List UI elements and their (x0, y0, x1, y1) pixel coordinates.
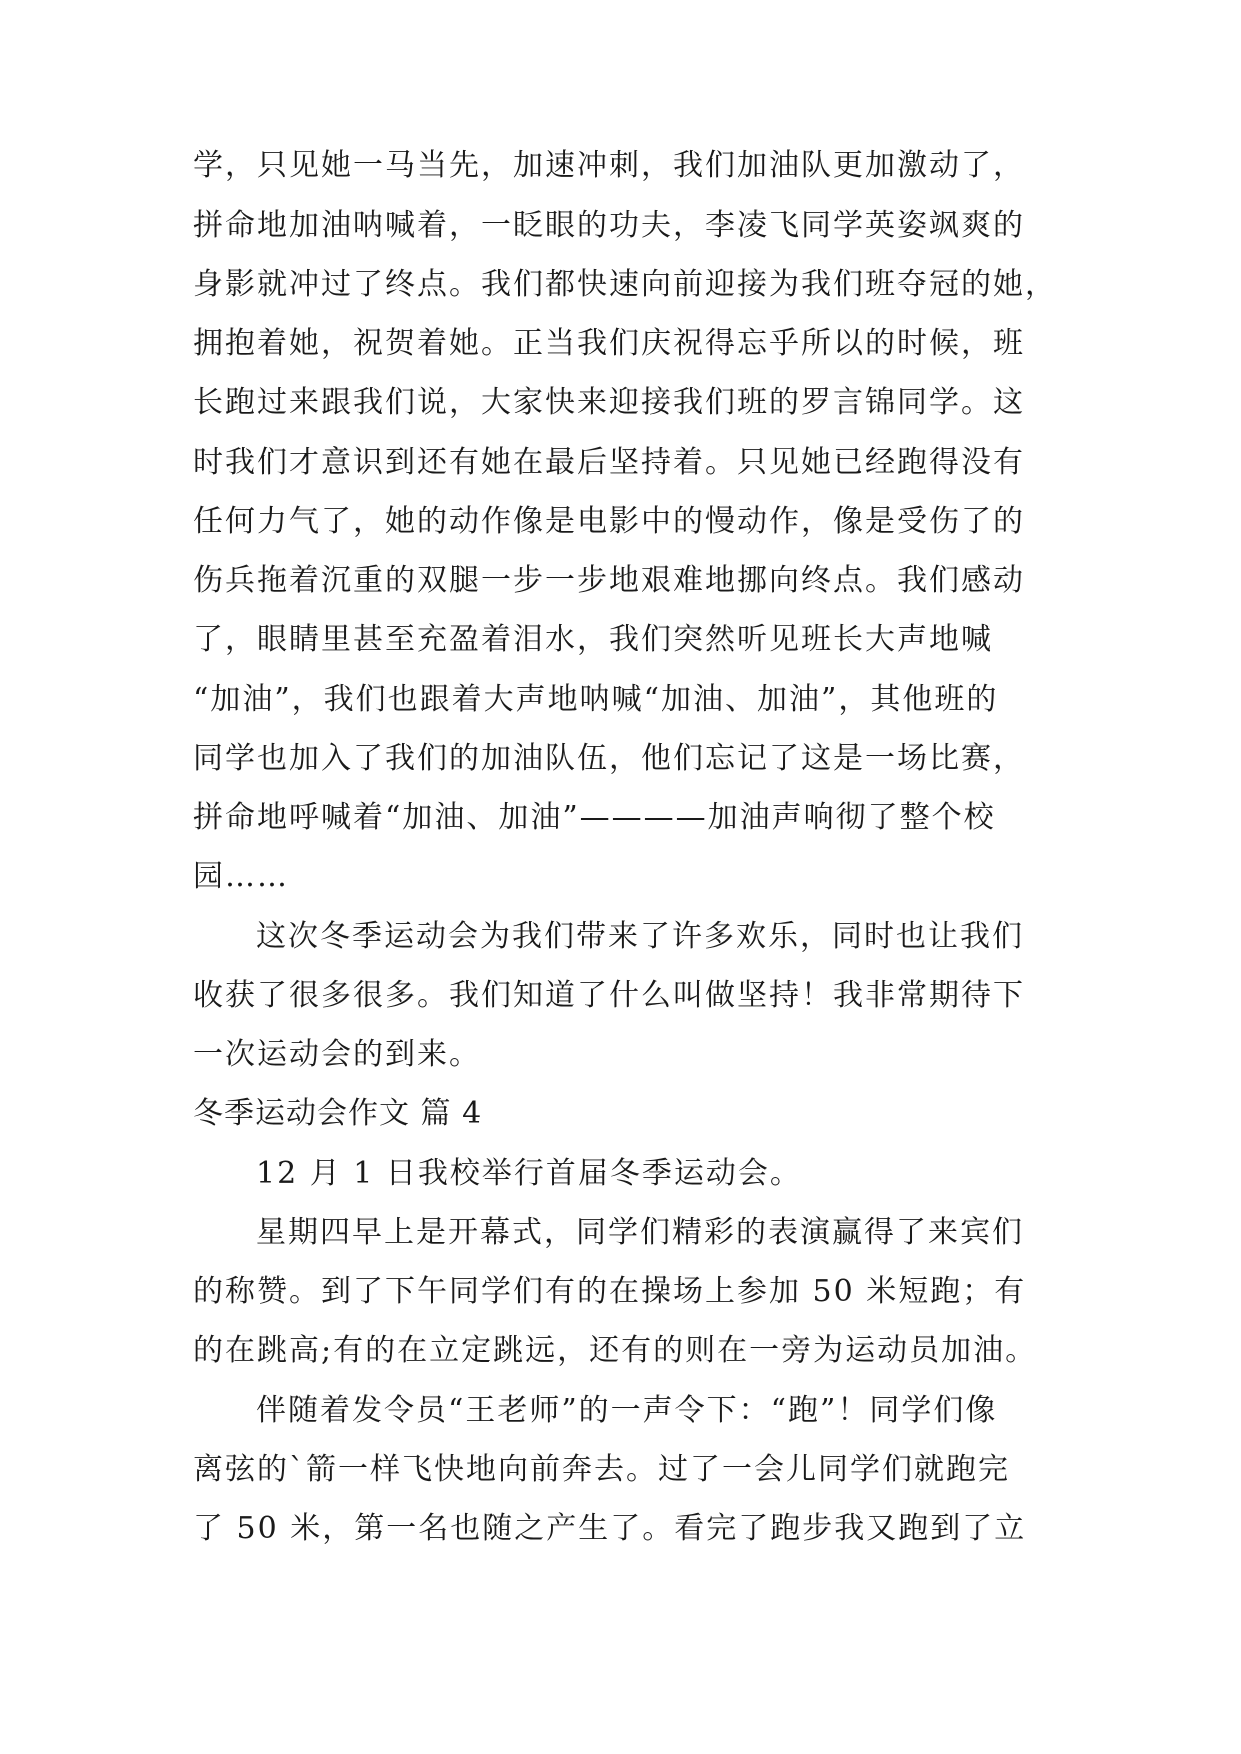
paragraph-line: 收获了很多很多。我们知道了什么叫做坚持！我非常期待下 (193, 978, 1025, 1013)
paragraph-line: 一次运动会的到来。 (193, 1037, 481, 1072)
paragraph-line: 身影就冲过了终点。我们都快速向前迎接为我们班夺冠的她， (193, 267, 1057, 302)
paragraph-line: 伤兵拖着沉重的双腿一步一步地艰难地挪向终点。我们感动 (193, 563, 1025, 598)
paragraph-line: 星期四早上是开幕式，同学们精彩的表演赢得了来宾们 (256, 1215, 1024, 1250)
paragraph-line: 这次冬季运动会为我们带来了许多欢乐，同时也让我们 (256, 919, 1024, 954)
paragraph-line: 时我们才意识到还有她在最后坚持着。只见她已经跑得没有 (193, 445, 1025, 480)
paragraph-line: 的称赞。到了下午同学们有的在操场上参加 50 米短跑；有 (193, 1274, 1027, 1309)
paragraph-line: 了，眼睛里甚至充盈着泪水，我们突然听见班长大声地喊 (193, 622, 993, 657)
paragraph-line: 离弦的`箭一样飞快地向前奔去。过了一会儿同学们就跑完 (193, 1452, 1010, 1487)
paragraph-line: 的在跳高;有的在立定跳远，还有的则在一旁为运动员加油。 (193, 1333, 1038, 1368)
paragraph-line: 长跑过来跟我们说，大家快来迎接我们班的罗言锦同学。这 (193, 385, 1025, 420)
section-heading: 冬季运动会作文 篇 4 (193, 1096, 483, 1131)
paragraph-line: 任何力气了，她的动作像是电影中的慢动作，像是受伤了的 (193, 504, 1025, 539)
paragraph-line: 学，只见她一马当先，加速冲刺，我们加油队更加激动了， (193, 148, 1025, 183)
paragraph-line: 拥抱着她，祝贺着她。正当我们庆祝得忘乎所以的时候，班 (193, 326, 1025, 361)
paragraph-line: 拼命地呼喊着“加油、加油”————加油声响彻了整个校 (193, 800, 996, 835)
paragraph-line: 12 月 1 日我校举行首届冬季运动会。 (256, 1156, 802, 1191)
paragraph-line: 园…… (193, 859, 289, 894)
paragraph-line: 同学也加入了我们的加油队伍，他们忘记了这是一场比赛， (193, 741, 1025, 776)
paragraph-line: “加油”，我们也跟着大声地呐喊“加油、加油”，其他班的 (193, 682, 999, 717)
paragraph-line: 拼命地加油呐喊着，一眨眼的功夫，李凌飞同学英姿飒爽的 (193, 208, 1025, 243)
paragraph-line: 了 50 米，第一名也随之产生了。看完了跑步我又跑到了立 (193, 1511, 1027, 1546)
paragraph-line: 伴随着发令员“王老师”的一声令下：“跑”！同学们像 (256, 1393, 998, 1428)
